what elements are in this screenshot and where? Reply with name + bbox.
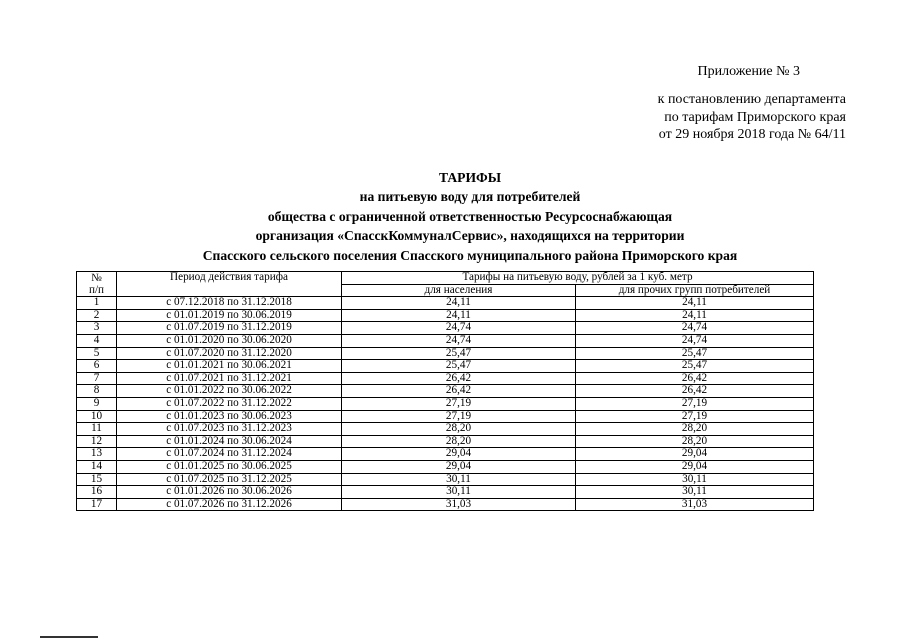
row-period: с 01.07.2022 по 31.12.2022 xyxy=(117,397,342,410)
header-period: Период действия тарифа xyxy=(117,272,342,297)
row-other-tariff: 24,11 xyxy=(576,309,814,322)
row-population-tariff: 29,04 xyxy=(342,448,576,461)
title-line: организация «СпасскКоммуналСервис», находящихся на территории xyxy=(255,228,685,244)
row-other-tariff: 26,42 xyxy=(576,385,814,398)
row-period: с 01.07.2024 по 31.12.2024 xyxy=(117,448,342,461)
row-number: 15 xyxy=(77,473,117,486)
table-row xyxy=(77,448,814,461)
page-edge-mark xyxy=(40,636,98,638)
row-period: с 01.07.2026 по 31.12.2026 xyxy=(117,498,342,511)
row-period: с 01.07.2021 по 31.12.2021 xyxy=(117,372,342,385)
row-period: с 01.01.2020 по 30.06.2020 xyxy=(117,334,342,347)
row-number: 8 xyxy=(77,385,117,398)
document-title xyxy=(0,168,905,265)
table-row xyxy=(77,397,814,410)
row-number: 7 xyxy=(77,372,117,385)
table-row xyxy=(77,360,814,373)
table-row xyxy=(77,309,814,322)
row-number: 2 xyxy=(77,309,117,322)
resolution-line: по тарифам Приморского края xyxy=(664,109,846,125)
row-population-tariff: 30,11 xyxy=(342,473,576,486)
table-row xyxy=(77,334,814,347)
row-number: 4 xyxy=(77,334,117,347)
row-period: с 01.07.2020 по 31.12.2020 xyxy=(117,347,342,360)
table-row xyxy=(77,385,814,398)
row-period: с 01.01.2024 по 30.06.2024 xyxy=(117,435,342,448)
table-row xyxy=(77,297,814,310)
row-population-tariff: 26,42 xyxy=(342,385,576,398)
row-population-tariff: 24,74 xyxy=(342,334,576,347)
row-other-tariff: 24,74 xyxy=(576,334,814,347)
row-other-tariff: 25,47 xyxy=(576,347,814,360)
table-row xyxy=(77,347,814,360)
row-other-tariff: 25,47 xyxy=(576,360,814,373)
row-period: с 01.01.2021 по 30.06.2021 xyxy=(117,360,342,373)
row-number: 11 xyxy=(77,423,117,436)
table-row xyxy=(77,410,814,423)
appendix-label: Приложение № 3 xyxy=(697,64,800,79)
table-row xyxy=(77,498,814,511)
row-period: с 01.07.2023 по 31.12.2023 xyxy=(117,423,342,436)
row-population-tariff: 30,11 xyxy=(342,486,576,499)
title-line: общества с ограниченной ответственностью Ресурсоснабжающая xyxy=(267,208,673,224)
row-other-tariff: 26,42 xyxy=(576,372,814,385)
row-population-tariff: 24,74 xyxy=(342,322,576,335)
tariff-table xyxy=(76,271,814,511)
row-number: 17 xyxy=(77,498,117,511)
row-population-tariff: 24,11 xyxy=(342,297,576,310)
row-population-tariff: 31,03 xyxy=(342,498,576,511)
row-population-tariff: 29,04 xyxy=(342,460,576,473)
row-number: 9 xyxy=(77,397,117,410)
row-other-tariff: 24,11 xyxy=(576,297,814,310)
header-number-line1: № xyxy=(91,272,102,285)
row-population-tariff: 27,19 xyxy=(342,410,576,423)
header-number-line2: п/п xyxy=(88,284,105,297)
row-number: 1 xyxy=(77,297,117,310)
row-period: с 01.01.2019 по 30.06.2019 xyxy=(117,309,342,322)
table-row xyxy=(77,486,814,499)
title-main: ТАРИФЫ xyxy=(438,170,502,185)
row-number: 3 xyxy=(77,322,117,335)
table-row xyxy=(77,322,814,335)
table-row xyxy=(77,372,814,385)
row-population-tariff: 28,20 xyxy=(342,435,576,448)
row-other-tariff: 27,19 xyxy=(576,397,814,410)
row-other-tariff: 30,11 xyxy=(576,473,814,486)
row-number: 16 xyxy=(77,486,117,499)
row-period: с 01.07.2019 по 31.12.2019 xyxy=(117,322,342,335)
row-period: с 01.01.2023 по 30.06.2023 xyxy=(117,410,342,423)
row-number: 6 xyxy=(77,360,117,373)
row-population-tariff: 28,20 xyxy=(342,423,576,436)
row-number: 14 xyxy=(77,460,117,473)
row-number: 10 xyxy=(77,410,117,423)
row-other-tariff: 31,03 xyxy=(576,498,814,511)
header-population: для населения xyxy=(342,284,576,297)
row-population-tariff: 25,47 xyxy=(342,360,576,373)
row-other-tariff: 27,19 xyxy=(576,410,814,423)
row-population-tariff: 25,47 xyxy=(342,347,576,360)
row-other-tariff: 24,74 xyxy=(576,322,814,335)
row-other-tariff: 29,04 xyxy=(576,460,814,473)
row-number: 13 xyxy=(77,448,117,461)
title-line: на питьевую воду для потребителей xyxy=(359,189,581,205)
table-row xyxy=(77,423,814,436)
resolution-line: от 29 ноября 2018 года № 64/11 xyxy=(658,127,846,142)
row-number: 5 xyxy=(77,347,117,360)
row-other-tariff: 28,20 xyxy=(576,435,814,448)
table-row xyxy=(77,473,814,486)
row-period: с 01.01.2025 по 30.06.2025 xyxy=(117,460,342,473)
title-line: Спасского сельского поселения Спасского муниципального района Приморского края xyxy=(202,247,738,263)
header-other-consumers: для прочих групп потребителей xyxy=(576,284,814,297)
table-row xyxy=(77,435,814,448)
header-number xyxy=(77,272,117,297)
row-period: с 01.01.2022 по 30.06.2022 xyxy=(117,385,342,398)
row-other-tariff: 30,11 xyxy=(576,486,814,499)
header-tariff-group: Тарифы на питьевую воду, рублей за 1 куб. метр xyxy=(342,272,814,285)
row-other-tariff: 29,04 xyxy=(576,448,814,461)
row-other-tariff: 28,20 xyxy=(576,423,814,436)
table-row xyxy=(77,460,814,473)
row-period: с 01.07.2025 по 31.12.2025 xyxy=(117,473,342,486)
resolution-reference xyxy=(0,91,846,144)
row-period: с 07.12.2018 по 31.12.2018 xyxy=(117,297,342,310)
resolution-line: к постановлению департамента xyxy=(657,92,846,107)
row-population-tariff: 26,42 xyxy=(342,372,576,385)
row-population-tariff: 27,19 xyxy=(342,397,576,410)
row-population-tariff: 24,11 xyxy=(342,309,576,322)
row-number: 12 xyxy=(77,435,117,448)
row-period: с 01.01.2026 по 30.06.2026 xyxy=(117,486,342,499)
